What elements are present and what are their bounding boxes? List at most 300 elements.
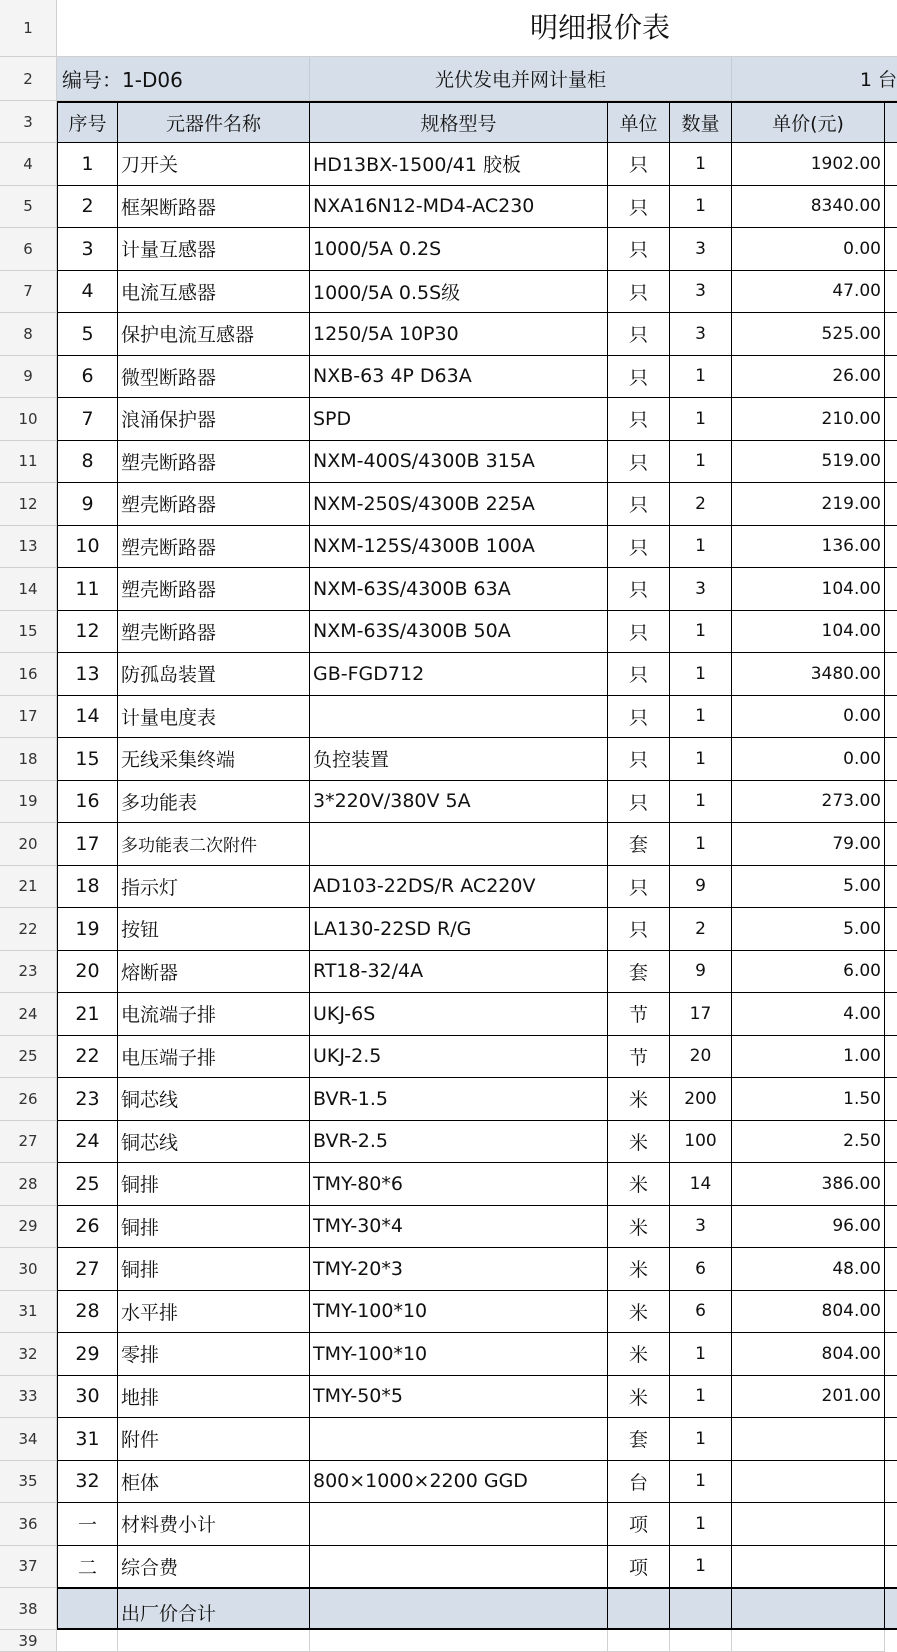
item-unit-cell[interactable]: 套 [608,1418,670,1461]
item-unit-cell[interactable]: 只 [608,313,670,356]
item-qty-cell[interactable]: 2 [670,908,732,951]
row-header[interactable]: 4 [0,143,57,186]
item-no-cell[interactable]: 27 [57,1248,118,1291]
row-header[interactable]: 19 [0,781,57,824]
item-no-cell[interactable]: 19 [57,908,118,951]
item-edge-cell[interactable] [885,823,897,866]
item-name-cell[interactable]: 微型断路器 [118,356,310,399]
total-spec-cell[interactable] [310,1588,608,1630]
item-spec-cell[interactable] [310,696,608,739]
item-price-cell[interactable]: 0.00 [732,228,885,271]
item-name-cell[interactable]: 电流互感器 [118,271,310,314]
row-header[interactable]: 1 [0,0,57,57]
total-edge-cell[interactable] [885,1588,897,1630]
item-edge-cell[interactable] [885,696,897,739]
item-edge-cell[interactable] [885,398,897,441]
item-no-cell[interactable]: 6 [57,356,118,399]
item-no-cell[interactable]: 25 [57,1163,118,1206]
item-spec-cell[interactable]: UKJ-6S [310,993,608,1036]
item-name-cell[interactable]: 零排 [118,1333,310,1376]
item-spec-cell[interactable]: HD13BX-1500/41 胶板 [310,143,608,186]
item-no-cell[interactable]: 13 [57,653,118,696]
item-spec-cell[interactable]: TMY-100*10 [310,1333,608,1376]
item-name-cell[interactable]: 刀开关 [118,143,310,186]
item-qty-cell[interactable]: 2 [670,483,732,526]
row-header[interactable]: 26 [0,1078,57,1121]
item-qty-cell[interactable]: 20 [670,1036,732,1079]
item-edge-cell[interactable] [885,1163,897,1206]
item-unit-cell[interactable]: 只 [608,271,670,314]
item-no-cell[interactable]: 31 [57,1418,118,1461]
item-qty-cell[interactable]: 17 [670,993,732,1036]
item-edge-cell[interactable] [885,228,897,271]
item-spec-cell[interactable]: 1000/5A 0.2S [310,228,608,271]
row-header[interactable]: 3 [0,101,57,143]
item-edge-cell[interactable] [885,483,897,526]
item-name-cell[interactable]: 水平排 [118,1291,310,1334]
item-edge-cell[interactable] [885,143,897,186]
row-header[interactable]: 30 [0,1248,57,1291]
item-price-cell[interactable]: 5.00 [732,866,885,909]
item-price-cell[interactable]: 1902.00 [732,143,885,186]
item-no-cell[interactable]: 30 [57,1376,118,1419]
item-name-cell[interactable]: 铜芯线 [118,1078,310,1121]
item-no-cell[interactable]: 14 [57,696,118,739]
item-unit-cell[interactable]: 套 [608,951,670,994]
item-qty-cell[interactable]: 3 [670,1206,732,1249]
row-header[interactable]: 16 [0,653,57,696]
row-header[interactable]: 39 [0,1630,57,1652]
item-unit-cell[interactable]: 米 [608,1078,670,1121]
item-qty-cell[interactable]: 1 [670,398,732,441]
item-name-cell[interactable]: 按钮 [118,908,310,951]
item-qty-cell[interactable]: 1 [670,1461,732,1504]
item-no-cell[interactable]: 21 [57,993,118,1036]
item-price-cell[interactable]: 273.00 [732,781,885,824]
item-unit-cell[interactable]: 只 [608,143,670,186]
item-edge-cell[interactable] [885,1546,897,1589]
item-qty-cell[interactable]: 200 [670,1078,732,1121]
total-label-cell[interactable]: 出厂价合计 [118,1588,310,1630]
row-header[interactable]: 28 [0,1163,57,1206]
item-edge-cell[interactable] [885,1121,897,1164]
item-spec-cell[interactable]: TMY-100*10 [310,1291,608,1334]
item-unit-cell[interactable]: 米 [608,1376,670,1419]
item-unit-cell[interactable]: 台 [608,1461,670,1504]
item-edge-cell[interactable] [885,1206,897,1249]
total-no-cell[interactable] [57,1588,118,1630]
item-edge-cell[interactable] [885,441,897,484]
item-unit-cell[interactable]: 米 [608,1121,670,1164]
row-header[interactable]: 23 [0,951,57,994]
item-qty-cell[interactable]: 1 [670,611,732,654]
item-qty-cell[interactable]: 1 [670,696,732,739]
item-edge-cell[interactable] [885,1248,897,1291]
col-header-qty[interactable]: 数量 [670,101,732,143]
item-no-cell[interactable]: 1 [57,143,118,186]
item-unit-cell[interactable]: 只 [608,653,670,696]
item-price-cell[interactable]: 47.00 [732,271,885,314]
row-header[interactable]: 2 [0,57,57,101]
row-header[interactable]: 6 [0,228,57,271]
item-name-cell[interactable]: 塑壳断路器 [118,441,310,484]
item-unit-cell[interactable]: 项 [608,1546,670,1589]
item-price-cell[interactable]: 3480.00 [732,653,885,696]
item-qty-cell[interactable]: 1 [670,1418,732,1461]
total-price-cell[interactable] [732,1588,885,1630]
item-qty-cell[interactable]: 14 [670,1163,732,1206]
item-spec-cell[interactable]: BVR-1.5 [310,1078,608,1121]
item-qty-cell[interactable]: 1 [670,143,732,186]
item-edge-cell[interactable] [885,1376,897,1419]
item-spec-cell[interactable]: UKJ-2.5 [310,1036,608,1079]
item-spec-cell[interactable]: NXM-63S/4300B 50A [310,611,608,654]
item-edge-cell[interactable] [885,1036,897,1079]
item-no-cell[interactable]: 20 [57,951,118,994]
row-header[interactable]: 10 [0,398,57,441]
item-name-cell[interactable]: 多功能表 [118,781,310,824]
row-header[interactable]: 15 [0,611,57,654]
item-unit-cell[interactable]: 米 [608,1163,670,1206]
row-header[interactable]: 9 [0,356,57,399]
row-header[interactable]: 35 [0,1461,57,1504]
blank-cell[interactable] [608,1630,670,1652]
item-qty-cell[interactable]: 6 [670,1291,732,1334]
item-price-cell[interactable]: 96.00 [732,1206,885,1249]
item-spec-cell[interactable] [310,1503,608,1546]
item-name-cell[interactable]: 铜排 [118,1248,310,1291]
item-qty-cell[interactable]: 1 [670,823,732,866]
item-qty-cell[interactable]: 1 [670,1376,732,1419]
item-spec-cell[interactable]: TMY-30*4 [310,1206,608,1249]
item-price-cell[interactable]: 201.00 [732,1376,885,1419]
item-spec-cell[interactable] [310,1546,608,1589]
row-header[interactable]: 25 [0,1036,57,1079]
col-header-spec[interactable]: 规格型号 [310,101,608,143]
item-qty-cell[interactable]: 1 [670,781,732,824]
item-price-cell[interactable]: 0.00 [732,696,885,739]
item-name-cell[interactable]: 铜芯线 [118,1121,310,1164]
item-name-cell[interactable]: 电压端子排 [118,1036,310,1079]
row-header[interactable]: 13 [0,526,57,569]
item-no-cell[interactable]: 4 [57,271,118,314]
item-no-cell[interactable]: 23 [57,1078,118,1121]
item-no-cell[interactable]: 9 [57,483,118,526]
code-cell[interactable]: 编号：1-D06 [57,57,310,101]
item-price-cell[interactable]: 6.00 [732,951,885,994]
item-spec-cell[interactable]: TMY-50*5 [310,1376,608,1419]
total-qty-cell[interactable] [670,1588,732,1630]
col-header-edge[interactable] [885,101,897,143]
item-unit-cell[interactable]: 只 [608,696,670,739]
item-unit-cell[interactable]: 只 [608,611,670,654]
item-qty-cell[interactable]: 3 [670,228,732,271]
item-no-cell[interactable]: 15 [57,738,118,781]
row-header[interactable]: 5 [0,186,57,229]
item-edge-cell[interactable] [885,1291,897,1334]
item-qty-cell[interactable]: 1 [670,356,732,399]
item-unit-cell[interactable]: 只 [608,441,670,484]
item-name-cell[interactable]: 柜体 [118,1461,310,1504]
item-no-cell[interactable]: 22 [57,1036,118,1079]
item-qty-cell[interactable]: 1 [670,1546,732,1589]
item-name-cell[interactable]: 熔断器 [118,951,310,994]
item-edge-cell[interactable] [885,1461,897,1504]
item-no-cell[interactable]: 28 [57,1291,118,1334]
item-price-cell[interactable]: 804.00 [732,1291,885,1334]
item-unit-cell[interactable]: 节 [608,993,670,1036]
item-spec-cell[interactable]: RT18-32/4A [310,951,608,994]
row-header[interactable]: 21 [0,866,57,909]
total-unit-cell[interactable] [608,1588,670,1630]
item-spec-cell[interactable]: 负控装置 [310,738,608,781]
item-qty-cell[interactable]: 3 [670,568,732,611]
item-name-cell[interactable]: 综合费 [118,1546,310,1589]
row-header[interactable]: 29 [0,1206,57,1249]
item-no-cell[interactable]: 26 [57,1206,118,1249]
item-price-cell[interactable]: 1.00 [732,1036,885,1079]
blank-cell[interactable] [57,1630,118,1652]
item-name-cell[interactable]: 铜排 [118,1206,310,1249]
item-unit-cell[interactable]: 只 [608,781,670,824]
item-unit-cell[interactable]: 节 [608,1036,670,1079]
item-name-cell[interactable]: 防孤岛装置 [118,653,310,696]
item-price-cell[interactable]: 4.00 [732,993,885,1036]
item-spec-cell[interactable]: 800×1000×2200 GGD [310,1461,608,1504]
item-unit-cell[interactable]: 只 [608,356,670,399]
item-name-cell[interactable]: 塑壳断路器 [118,483,310,526]
item-no-cell[interactable]: 10 [57,526,118,569]
item-no-cell[interactable]: 5 [57,313,118,356]
item-price-cell[interactable]: 136.00 [732,526,885,569]
blank-cell[interactable] [118,1630,310,1652]
item-edge-cell[interactable] [885,1078,897,1121]
item-price-cell[interactable]: 5.00 [732,908,885,951]
blank-cell[interactable] [310,1630,608,1652]
row-header[interactable]: 32 [0,1333,57,1376]
item-edge-cell[interactable] [885,1503,897,1546]
item-name-cell[interactable]: 附件 [118,1418,310,1461]
item-edge-cell[interactable] [885,993,897,1036]
item-name-cell[interactable]: 计量互感器 [118,228,310,271]
row-header[interactable]: 20 [0,823,57,866]
item-edge-cell[interactable] [885,738,897,781]
item-name-cell[interactable]: 保护电流互感器 [118,313,310,356]
item-price-cell[interactable]: 79.00 [732,823,885,866]
item-spec-cell[interactable]: BVR-2.5 [310,1121,608,1164]
item-qty-cell[interactable]: 1 [670,1503,732,1546]
item-price-cell[interactable]: 519.00 [732,441,885,484]
item-edge-cell[interactable] [885,526,897,569]
item-name-cell[interactable]: 铜排 [118,1163,310,1206]
item-spec-cell[interactable]: SPD [310,398,608,441]
item-qty-cell[interactable]: 1 [670,441,732,484]
item-no-cell[interactable]: 16 [57,781,118,824]
item-no-cell[interactable]: 29 [57,1333,118,1376]
item-name-cell[interactable]: 计量电度表 [118,696,310,739]
item-spec-cell[interactable]: TMY-20*3 [310,1248,608,1291]
item-price-cell[interactable]: 2.50 [732,1121,885,1164]
item-unit-cell[interactable]: 只 [608,186,670,229]
item-edge-cell[interactable] [885,271,897,314]
item-edge-cell[interactable] [885,951,897,994]
row-header[interactable]: 34 [0,1418,57,1461]
col-header-no[interactable]: 序号 [57,101,118,143]
item-edge-cell[interactable] [885,568,897,611]
item-spec-cell[interactable]: TMY-80*6 [310,1163,608,1206]
item-unit-cell[interactable]: 套 [608,823,670,866]
item-edge-cell[interactable] [885,186,897,229]
item-qty-cell[interactable]: 1 [670,653,732,696]
row-header[interactable]: 22 [0,908,57,951]
item-spec-cell[interactable] [310,1418,608,1461]
item-unit-cell[interactable]: 米 [608,1333,670,1376]
item-spec-cell[interactable]: GB-FGD712 [310,653,608,696]
row-header[interactable]: 17 [0,696,57,739]
item-price-cell[interactable]: 210.00 [732,398,885,441]
cabinet-name-cell[interactable]: 光伏发电并网计量柜 [310,57,732,101]
row-header[interactable]: 11 [0,441,57,484]
item-price-cell[interactable]: 219.00 [732,483,885,526]
item-spec-cell[interactable]: NXA16N12-MD4-AC230 [310,186,608,229]
title-cell[interactable] [57,0,897,57]
item-no-cell[interactable]: 12 [57,611,118,654]
item-unit-cell[interactable]: 只 [608,738,670,781]
item-spec-cell[interactable]: NXM-63S/4300B 63A [310,568,608,611]
row-header[interactable]: 33 [0,1376,57,1419]
item-unit-cell[interactable]: 只 [608,526,670,569]
item-unit-cell[interactable]: 只 [608,866,670,909]
blank-cell[interactable] [732,1630,885,1652]
item-name-cell[interactable]: 塑壳断路器 [118,568,310,611]
item-no-cell[interactable]: 7 [57,398,118,441]
item-no-cell[interactable]: 32 [57,1461,118,1504]
item-edge-cell[interactable] [885,356,897,399]
item-price-cell[interactable] [732,1546,885,1589]
item-spec-cell[interactable]: NXM-250S/4300B 225A [310,483,608,526]
item-name-cell[interactable]: 框架断路器 [118,186,310,229]
row-header[interactable]: 24 [0,993,57,1036]
item-unit-cell[interactable]: 米 [608,1291,670,1334]
item-qty-cell[interactable]: 1 [670,186,732,229]
item-qty-cell[interactable]: 100 [670,1121,732,1164]
item-price-cell[interactable]: 8340.00 [732,186,885,229]
item-name-cell[interactable]: 指示灯 [118,866,310,909]
item-price-cell[interactable]: 804.00 [732,1333,885,1376]
item-edge-cell[interactable] [885,611,897,654]
item-price-cell[interactable]: 525.00 [732,313,885,356]
item-edge-cell[interactable] [885,653,897,696]
row-header[interactable]: 31 [0,1291,57,1334]
item-no-cell[interactable]: 8 [57,441,118,484]
item-unit-cell[interactable]: 只 [608,568,670,611]
item-qty-cell[interactable]: 1 [670,1333,732,1376]
item-price-cell[interactable] [732,1461,885,1504]
item-price-cell[interactable]: 48.00 [732,1248,885,1291]
item-name-cell[interactable]: 塑壳断路器 [118,611,310,654]
item-unit-cell[interactable]: 米 [608,1248,670,1291]
item-spec-cell[interactable]: 1000/5A 0.5S级 [310,271,608,314]
row-header[interactable]: 38 [0,1588,57,1630]
item-no-cell[interactable]: 24 [57,1121,118,1164]
item-no-cell[interactable]: 11 [57,568,118,611]
item-name-cell[interactable]: 多功能表二次附件 [118,823,310,866]
item-spec-cell[interactable]: LA130-22SD R/G [310,908,608,951]
item-no-cell[interactable]: 二 [57,1546,118,1589]
blank-cell[interactable] [670,1630,732,1652]
item-spec-cell[interactable]: NXB-63 4P D63A [310,356,608,399]
item-price-cell[interactable]: 386.00 [732,1163,885,1206]
item-edge-cell[interactable] [885,1333,897,1376]
item-price-cell[interactable]: 26.00 [732,356,885,399]
item-unit-cell[interactable]: 米 [608,1206,670,1249]
row-header[interactable]: 12 [0,483,57,526]
item-qty-cell[interactable]: 1 [670,526,732,569]
item-price-cell[interactable]: 1.50 [732,1078,885,1121]
item-name-cell[interactable]: 材料费小计 [118,1503,310,1546]
item-spec-cell[interactable]: AD103-22DS/R AC220V [310,866,608,909]
item-edge-cell[interactable] [885,1418,897,1461]
item-name-cell[interactable]: 塑壳断路器 [118,526,310,569]
item-qty-cell[interactable]: 9 [670,866,732,909]
item-name-cell[interactable]: 电流端子排 [118,993,310,1036]
item-spec-cell[interactable]: 3*220V/380V 5A [310,781,608,824]
item-name-cell[interactable]: 地排 [118,1376,310,1419]
item-no-cell[interactable]: 18 [57,866,118,909]
row-header[interactable]: 37 [0,1546,57,1589]
item-edge-cell[interactable] [885,866,897,909]
col-header-name[interactable]: 元器件名称 [118,101,310,143]
item-spec-cell[interactable] [310,823,608,866]
item-unit-cell[interactable]: 只 [608,398,670,441]
col-header-unit[interactable]: 单位 [608,101,670,143]
item-edge-cell[interactable] [885,908,897,951]
item-edge-cell[interactable] [885,781,897,824]
item-price-cell[interactable] [732,1418,885,1461]
item-spec-cell[interactable]: NXM-400S/4300B 315A [310,441,608,484]
item-spec-cell[interactable]: 1250/5A 10P30 [310,313,608,356]
item-qty-cell[interactable]: 3 [670,313,732,356]
item-qty-cell[interactable]: 1 [670,738,732,781]
row-header[interactable]: 36 [0,1503,57,1546]
item-price-cell[interactable]: 0.00 [732,738,885,781]
item-unit-cell[interactable]: 项 [608,1503,670,1546]
item-price-cell[interactable] [732,1503,885,1546]
cabinet-count-cell[interactable]: 1 台 [732,57,897,101]
row-header[interactable]: 27 [0,1121,57,1164]
row-header[interactable]: 14 [0,568,57,611]
item-name-cell[interactable]: 浪涌保护器 [118,398,310,441]
item-no-cell[interactable]: 17 [57,823,118,866]
item-qty-cell[interactable]: 3 [670,271,732,314]
item-unit-cell[interactable]: 只 [608,228,670,271]
row-header[interactable]: 7 [0,271,57,314]
item-no-cell[interactable]: 3 [57,228,118,271]
item-spec-cell[interactable]: NXM-125S/4300B 100A [310,526,608,569]
row-header[interactable]: 8 [0,313,57,356]
item-qty-cell[interactable]: 6 [670,1248,732,1291]
row-header[interactable]: 18 [0,738,57,781]
item-qty-cell[interactable]: 9 [670,951,732,994]
item-name-cell[interactable]: 无线采集终端 [118,738,310,781]
item-price-cell[interactable]: 104.00 [732,611,885,654]
item-unit-cell[interactable]: 只 [608,908,670,951]
item-no-cell[interactable]: 一 [57,1503,118,1546]
item-edge-cell[interactable] [885,313,897,356]
item-unit-cell[interactable]: 只 [608,483,670,526]
item-no-cell[interactable]: 2 [57,186,118,229]
item-price-cell[interactable]: 104.00 [732,568,885,611]
